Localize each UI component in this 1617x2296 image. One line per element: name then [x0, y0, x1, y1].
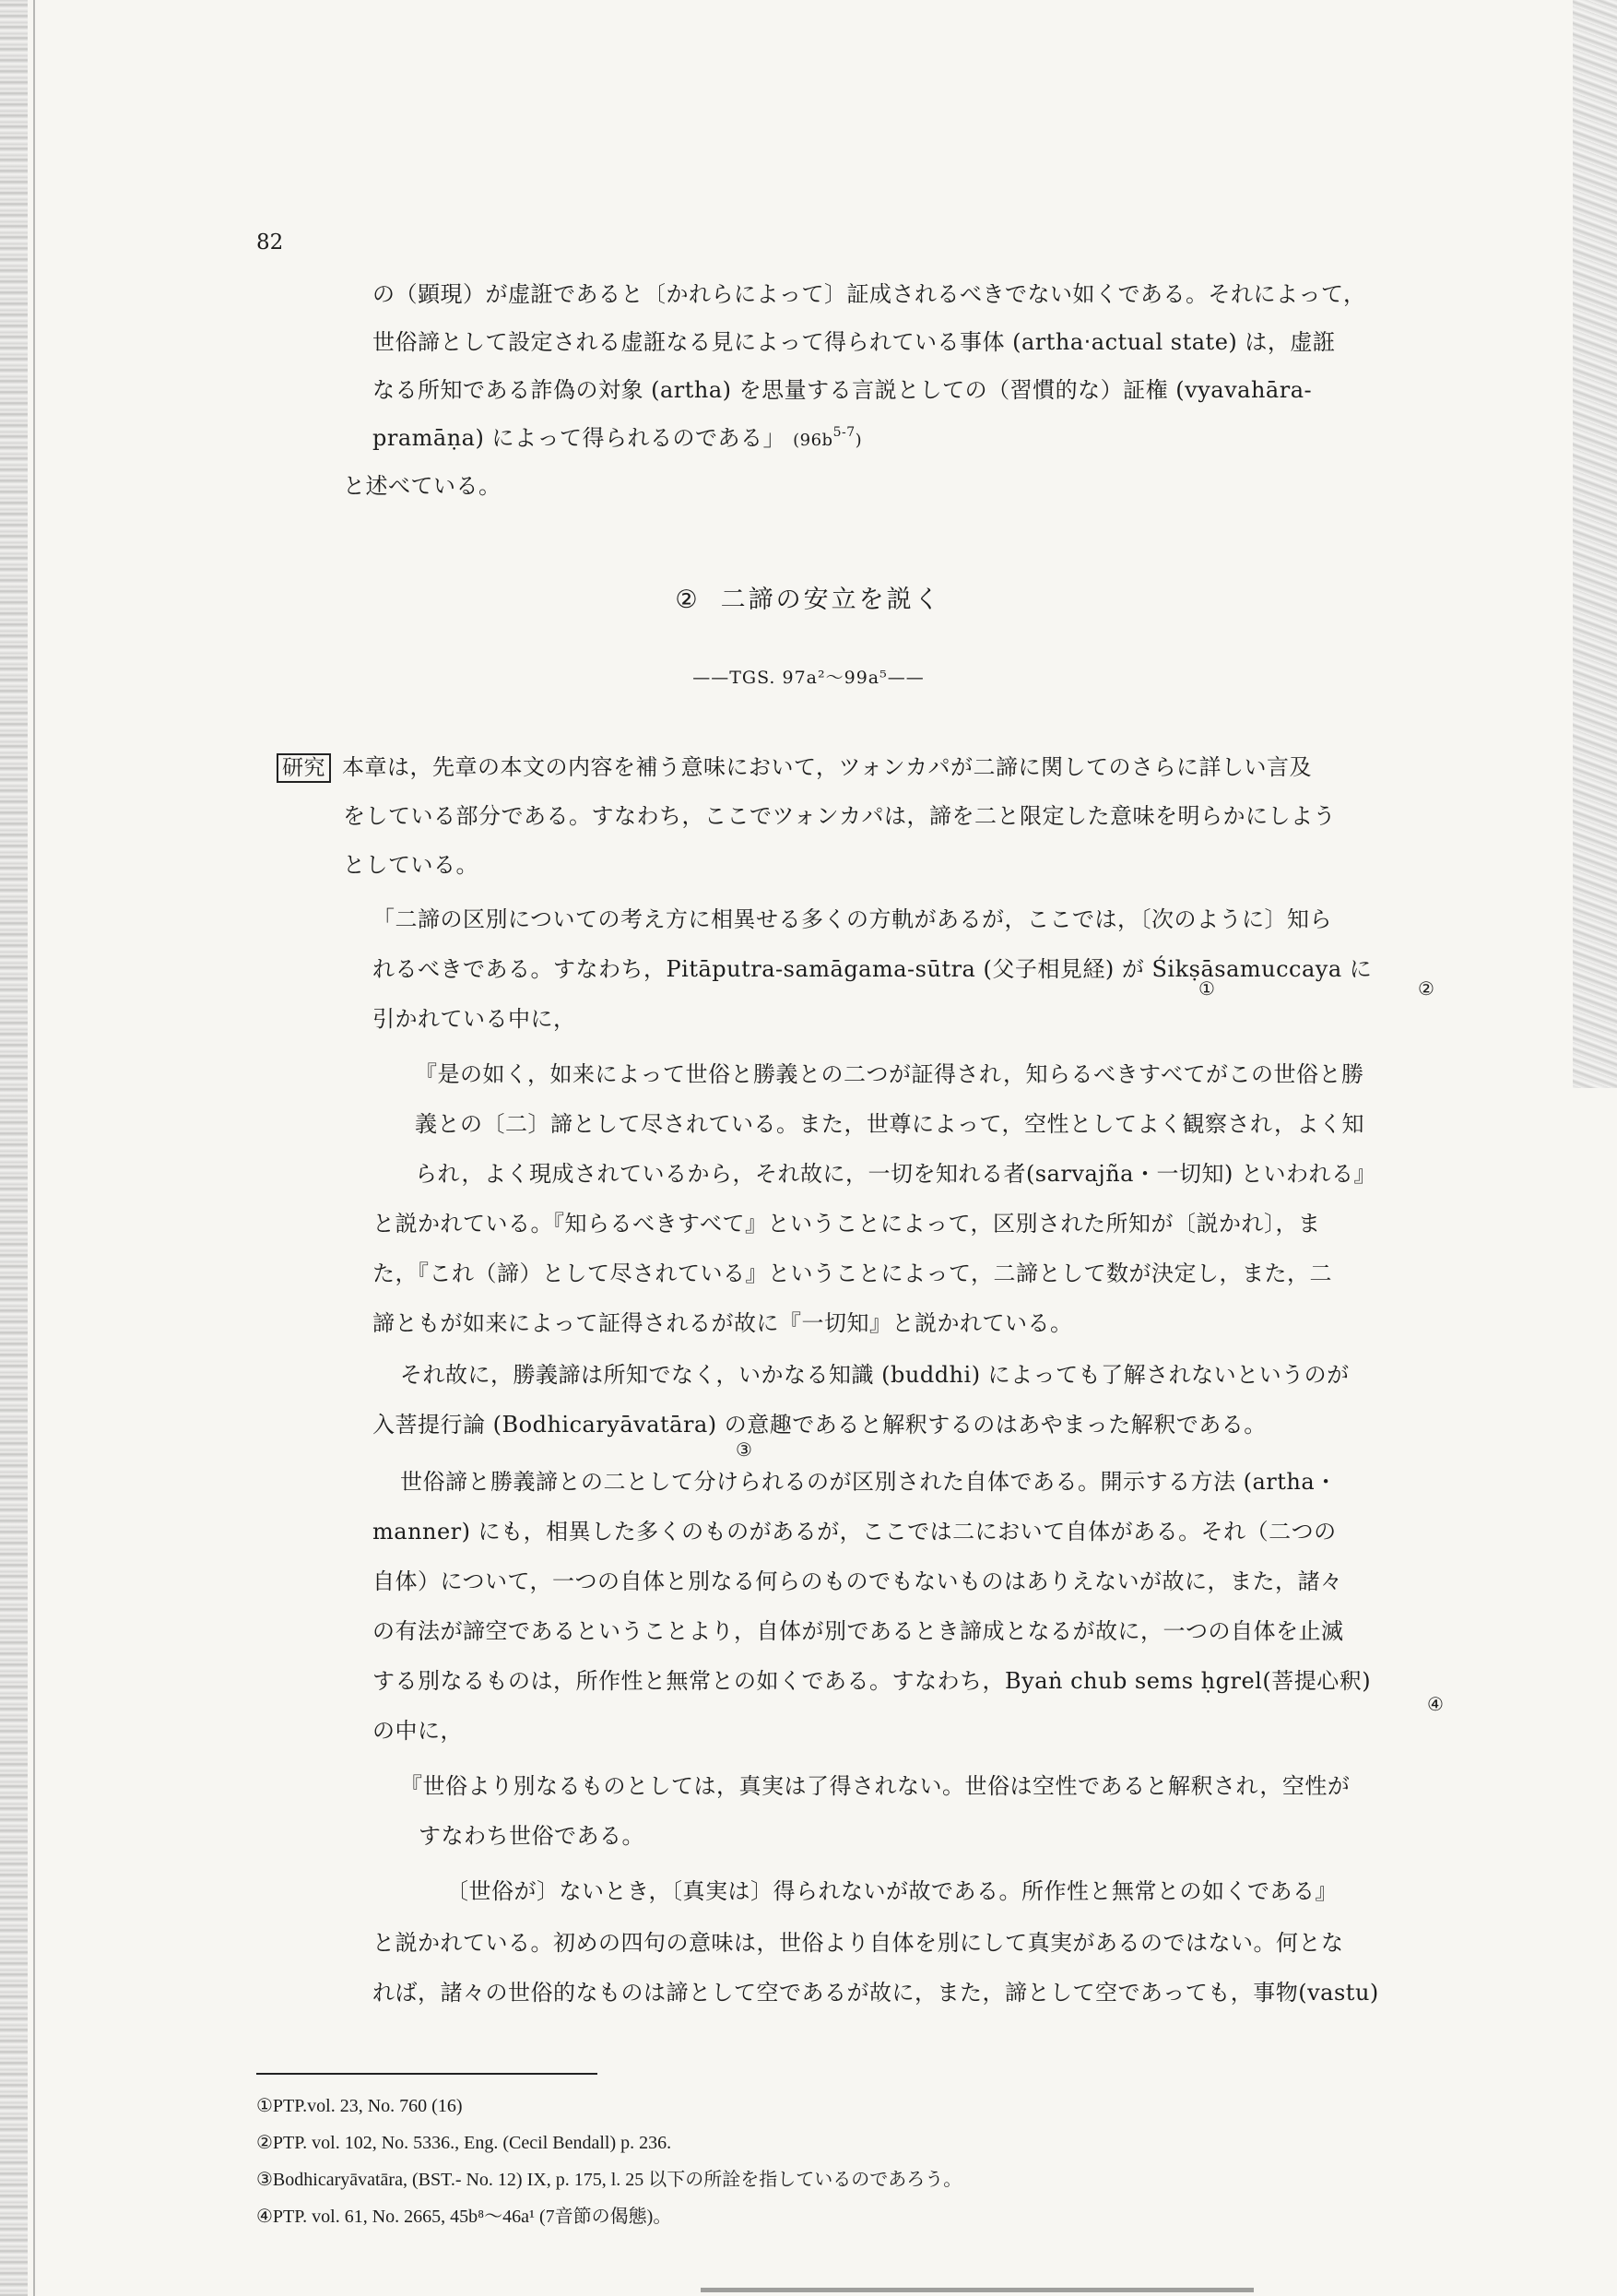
para4-line-2: manner) にも，相異した多くのものがあるが，ここでは二において自体がある。それ（二つの	[372, 1519, 1337, 1544]
footnote-2: ②PTP. vol. 102, No. 5336., Eng. (Cecil Bendall) p. 236.	[256, 2133, 672, 2153]
section-reference: ——TGS. 97a²〜99a⁵——	[692, 668, 925, 688]
intro-ref-text: (96b	[793, 431, 833, 450]
footnote-marker-2: ②	[1418, 977, 1434, 1000]
kenkyu-line-1-text: 本章は，先章の本文の内容を補う意味において，ツォンカパが二諦に関してのさらに詳しい言及	[342, 754, 1313, 780]
section-number: ②	[675, 586, 701, 614]
quote1-line-2: れるべきである。すなわち，Pitāputra-samāgama-sūtra (父子相見経) が Śikṣāsamuccaya に	[372, 956, 1373, 982]
kenkyu-line-3: としている。	[343, 852, 478, 878]
section-heading	[0, 579, 1617, 615]
para4-line-1: 世俗諦と勝義諦との二として分けられるのが区別された自体である。開示する方法 (artha・	[400, 1469, 1338, 1495]
section-title: 二諦の安立を説く	[720, 586, 942, 614]
kenkyu-tag: 研究	[277, 753, 331, 783]
intro-line-4	[372, 422, 862, 456]
kenkyu-line-1	[277, 752, 1312, 783]
footnote-3: ③Bodhicaryāvatāra, (BST.- No. 12) IX, p. 175, l. 25 以下の所詮を指しているのであろう。	[256, 2170, 962, 2190]
intro-ref-close: )	[855, 431, 863, 450]
quote2-line-2: 義との〔二〕諦として尽されている。また，世尊によって，空性としてよく観察され，よく知	[415, 1111, 1364, 1137]
quote2-line-4: と説かれている。『知らるべきすべて』ということによって，区別された所知が〔説かれ〕，ま	[372, 1211, 1321, 1237]
footnote-4: ④PTP. vol. 61, No. 2665, 45b⁸〜46a¹ (7音節の偈態)。	[256, 2207, 672, 2227]
intro-line-2: 世俗諦として設定される虚誑なる見によって得られている事体 (artha‧actual state) は，虚誑	[372, 329, 1336, 355]
para4-line-4: の有法が諦空であるということより，自体が別であるとき諦成となるが故に，一つの自体を止滅	[372, 1618, 1344, 1644]
quote2-line-3: られ，よく現成されているから，それ故に，一切を知れる者(sarvajña・一切知) といわれる』	[415, 1161, 1376, 1187]
quote3-line-2: すなわち世俗である。	[419, 1823, 644, 1849]
quote2-line-5: た，『これ（諦）として尽されている』ということによって，二諦として数が決定し，また，二	[372, 1260, 1333, 1286]
intro-ref-sup: 5-7	[832, 425, 856, 440]
para4-line-3: 自体）について，一つの自体と別なる何らのものでもないものはありえないが故に，また，諸々	[372, 1568, 1343, 1594]
quote1-line-1: 「二諦の区別についての考え方に相異せる多くの方軌があるが，ここでは，〔次のように〕知ら	[372, 906, 1333, 932]
quote4-line: 〔世俗が〕ないとき，〔真実は〕得られないが故である。所作性と無常との如くである』	[446, 1878, 1339, 1904]
para3-line-1: それ故に，勝義諦は所知でなく，いかなる知識 (buddhi) によっても了解されないというのが	[400, 1362, 1350, 1388]
kenkyu-line-2: をしている部分である。すなわち，ここでツォンカパは，諦を二と限定した意味を明らかにしよう	[343, 803, 1337, 829]
footnote-marker-1: ①	[1198, 977, 1215, 1000]
intro-close: と述べている。	[343, 473, 502, 499]
para5-line-2: れば，諸々の世俗的なものは諦として空であるが故に，また，諦として空であっても，事物(vastu)	[372, 1980, 1379, 2006]
para5-line-1: と説かれている。初めの四句の意味は，世俗より自体を別にして真実があるのではない。何とな	[372, 1930, 1344, 1956]
scan-edge-right	[1573, 0, 1617, 1088]
quote2-line-6: 諦ともが如来によって証得されるが故に『一切知』と説かれている。	[372, 1310, 1073, 1336]
intro-line-1: の（顕現）が虚誑であると〔かれらによって〕証成されるべきでない如くである。それによって，	[372, 281, 1366, 307]
footnote-1: ①PTP.vol. 23, No. 760 (16)	[256, 2096, 463, 2116]
quote1-line-3: 引かれている中に，	[372, 1006, 576, 1032]
para4-line-6: の中に，	[372, 1718, 463, 1744]
quote3-line-1: 『世俗より別なるものとしては，真実は了得されない。世俗は空性であると解釈され，空性が	[400, 1773, 1351, 1799]
scan-edge-left	[0, 0, 28, 2296]
intro-line-3: なる所知である詐偽の対象 (artha) を思量する言説としての（習慣的な）証権 (vyavahāra-	[372, 377, 1313, 403]
scan-edge-line	[33, 0, 35, 2296]
footnote-marker-4: ④	[1427, 1693, 1444, 1715]
para3-line-2: 入菩提行論 (Bodhicaryāvatāra) の意趣であると解釈するのはあやまった解釈である。	[372, 1412, 1267, 1438]
quote2-line-1: 『是の如く，如来によって世俗と勝義との二つが証得され，知らるべきすべてがこの世俗と勝	[415, 1061, 1364, 1087]
para4-line-5: する別なるものは，所作性と無常との如くである。すなわち，Byaṅ chub sems ḥgrel(菩提心釈)	[372, 1668, 1372, 1694]
scan-edge-bottom	[701, 2288, 1254, 2292]
page-number: 82	[256, 231, 284, 254]
intro-line-4-text: pramāṇa) によって得られるのである」	[372, 425, 785, 451]
footnote-rule	[256, 2073, 597, 2075]
footnote-marker-3: ③	[736, 1438, 752, 1461]
intro-ref	[793, 425, 863, 450]
